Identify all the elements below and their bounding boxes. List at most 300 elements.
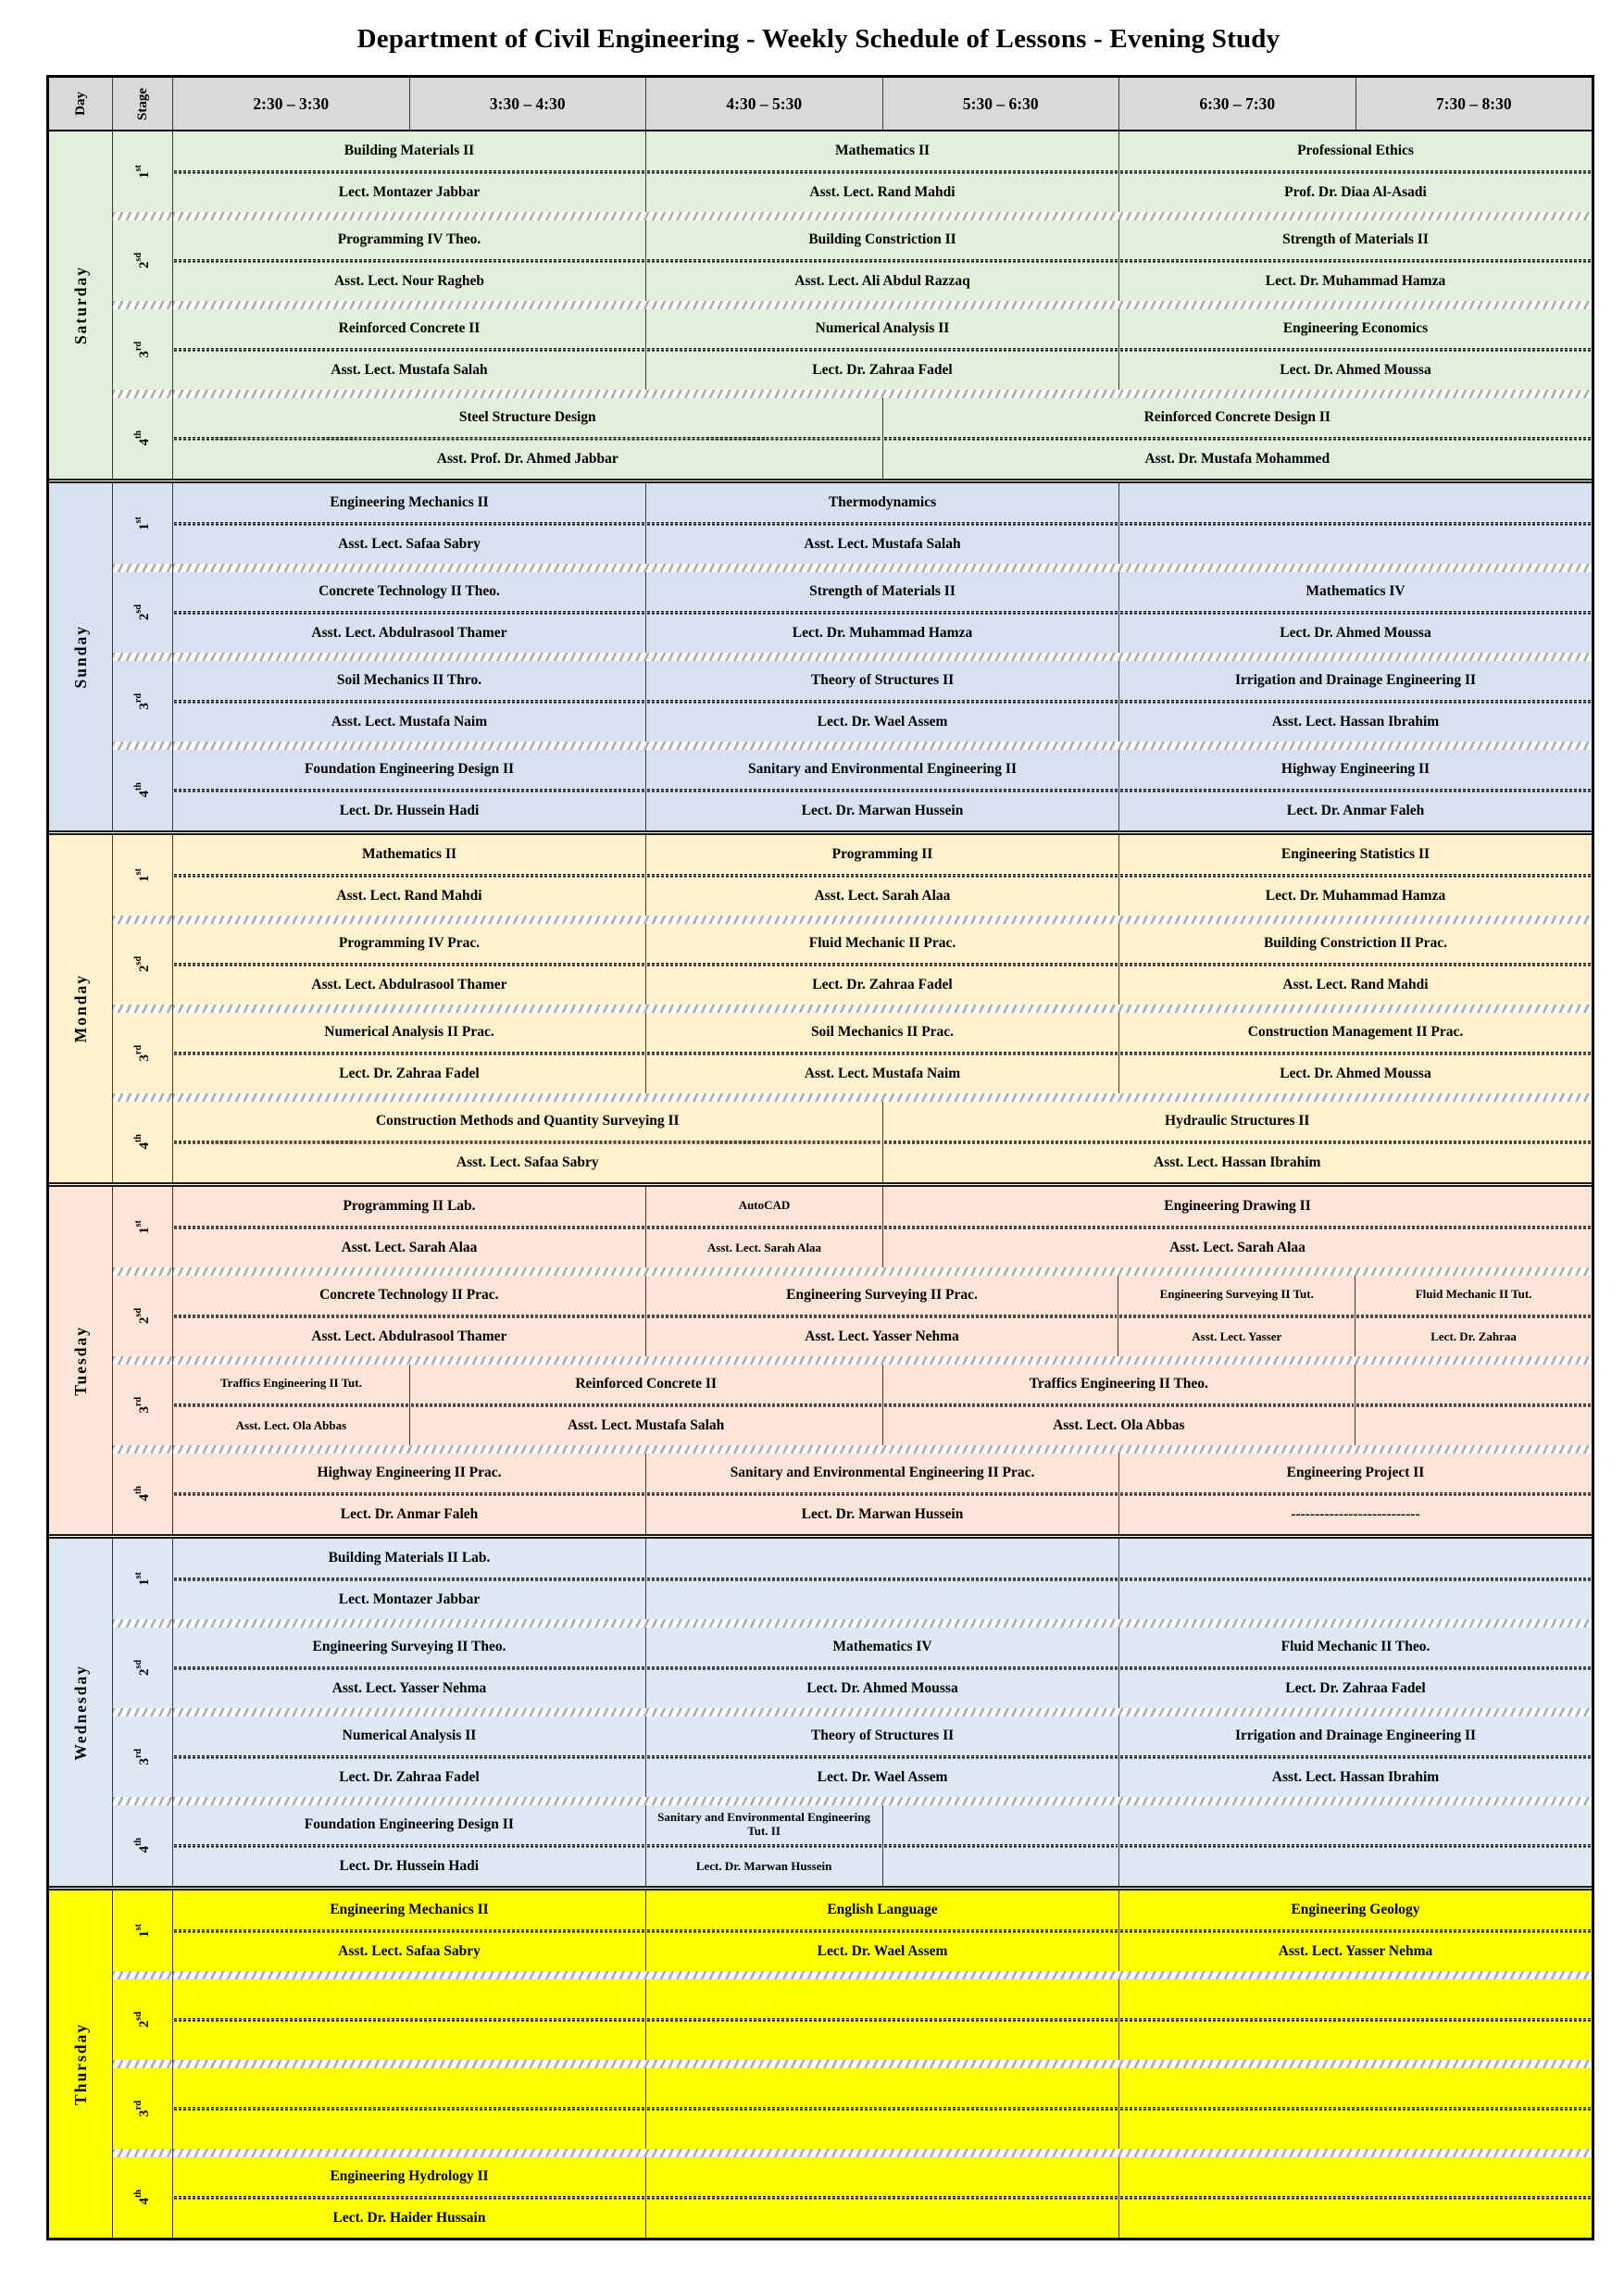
stage-row — [113, 661, 1592, 742]
stage-divider-hatch-segment — [173, 2060, 1592, 2068]
stage-number-text: 4 — [136, 1494, 152, 1502]
stage-number — [133, 693, 153, 710]
lecturer-cell — [1119, 1848, 1592, 1887]
stage-number-text: 2 — [136, 1668, 152, 1676]
subject-cell: Highway Engineering II — [1280, 760, 1430, 777]
stage-label — [113, 1365, 173, 1445]
stage-number — [133, 1572, 153, 1586]
stage-number — [133, 1749, 153, 1766]
day-section-monday — [49, 835, 1592, 1182]
stage-number — [133, 2190, 153, 2204]
empty-block — [882, 1805, 1119, 1886]
stage-divider-hatch-segment — [173, 742, 1592, 750]
subject-cell: Programming IV Prac. — [338, 934, 481, 951]
stage-number-suffix: th — [132, 1486, 144, 1495]
lecturer-cell: Asst. Lect. Yasser — [1192, 1329, 1282, 1343]
stage-number — [133, 1924, 153, 1938]
empty-block — [645, 2068, 1118, 2149]
table-header-row — [49, 78, 1592, 131]
subject-cell: Building Constriction II Prac. — [1263, 934, 1448, 951]
lecturer-cell: Lect. Dr. Wael Assem — [817, 714, 948, 730]
stage-number — [133, 1397, 153, 1414]
lecturer-cell: Lect. Dr. Muhammad Hamza — [792, 625, 973, 642]
subject-cell: Numerical Analysis II Prac. — [324, 1023, 494, 1040]
lecturer-cell: Lect. Montazer Jabbar — [338, 1591, 481, 1608]
subject-cell: Fluid Mechanic II Theo. — [1280, 1638, 1430, 1654]
stage-divider-hatch-segment — [113, 2149, 173, 2157]
stage-blocks — [173, 1539, 1592, 1619]
day-content — [113, 131, 1592, 479]
lesson-block — [173, 1276, 645, 1356]
day-content — [113, 1539, 1592, 1886]
lecturer-cell: Lect. Dr. Wael Assem — [817, 1943, 948, 1960]
lecturer-cell: Asst. Lect. Nour Ragheb — [333, 273, 485, 290]
lesson-block — [173, 2157, 645, 2238]
stage-divider-hatch — [113, 1797, 1592, 1805]
stage-number-suffix: st — [132, 165, 144, 172]
stage-row — [113, 1539, 1592, 1619]
lecturer-cell — [1119, 2022, 1592, 2061]
lesson-block — [173, 750, 645, 830]
subject-cell — [646, 2157, 1118, 2196]
stage-divider-hatch-segment — [113, 301, 173, 309]
subject-cell: Traffics Engineering II Theo. — [1029, 1375, 1208, 1391]
stage-number-text: 2 — [136, 1316, 152, 1324]
empty-block — [173, 1979, 645, 2060]
lesson-block — [1118, 1890, 1592, 1971]
stage-divider-hatch — [113, 1004, 1592, 1013]
stage-number-text: 2 — [136, 261, 152, 268]
day-name: Tuesday — [70, 1325, 90, 1396]
lecturer-cell: --------------------------- — [1291, 1506, 1420, 1523]
stage-row — [113, 398, 1592, 479]
lesson-block — [645, 924, 1118, 1004]
lesson-block — [1118, 1013, 1592, 1093]
lesson-block — [645, 835, 1118, 916]
stage-divider-hatch-segment — [173, 1619, 1592, 1628]
stage-header-label: Stage — [134, 87, 150, 120]
subject-cell: Engineering Surveying II Theo. — [312, 1638, 506, 1654]
stage-label — [113, 572, 173, 653]
lecturer-cell: Asst. Lect. Yasser Nehma — [1278, 1943, 1433, 1960]
stage-number-suffix: sd — [132, 605, 144, 614]
stage-divider-hatch — [113, 1093, 1592, 1102]
stage-number-text: 3 — [136, 2109, 152, 2117]
stage-row — [113, 220, 1592, 301]
lesson-block — [645, 1454, 1118, 1534]
lecturer-cell: Asst. Lect. Rand Mahdi — [1282, 977, 1429, 993]
lecturer-cell: Lect. Dr. Muhammad Hamza — [1265, 888, 1446, 905]
stage-label — [113, 398, 173, 479]
stage-row — [113, 1716, 1592, 1797]
weekly-schedule-table — [46, 75, 1594, 2240]
stage-blocks — [173, 309, 1592, 390]
lecturer-cell: Asst. Lect. Sarah Alaa — [706, 1240, 822, 1254]
subject-cell — [646, 2068, 1118, 2107]
stage-divider-hatch — [113, 1356, 1592, 1365]
lesson-block — [882, 1102, 1593, 1182]
lesson-block — [173, 1013, 645, 1093]
subject-cell: Thermodynamics — [828, 493, 937, 510]
time-header: 2:30 – 3:30 — [253, 94, 330, 113]
stage-number-text: 2 — [136, 2020, 152, 2028]
lecturer-cell: Asst. Lect. Sarah Alaa — [1169, 1240, 1305, 1256]
stage-number — [133, 1134, 153, 1149]
lecturer-cell — [1119, 1581, 1592, 1620]
lesson-block — [173, 924, 645, 1004]
lecturer-cell: Lect. Dr. Zahraa Fadel — [339, 1066, 480, 1082]
lecturer-cell: Lect. Dr. Zahraa Fadel — [1285, 1680, 1426, 1697]
lesson-block — [173, 309, 645, 390]
lesson-block — [882, 1187, 1592, 1267]
stage-number-text: 1 — [136, 1227, 152, 1234]
stage-label — [113, 661, 173, 742]
empty-block — [173, 2068, 645, 2149]
day-column-header — [49, 78, 113, 130]
stage-divider-hatch-segment — [173, 1356, 1592, 1365]
subject-cell: Engineering Hydrology II — [330, 2167, 489, 2184]
stage-number — [133, 165, 153, 179]
empty-block — [1355, 1365, 1592, 1445]
stage-divider-hatch-segment — [173, 1797, 1592, 1805]
stage-divider-hatch-segment — [173, 1004, 1592, 1013]
lecturer-cell: Lect. Dr. Haider Hussain — [332, 2210, 486, 2227]
stage-label — [113, 131, 173, 212]
subject-cell: Soil Mechanics II Prac. — [810, 1023, 955, 1040]
day-label — [49, 131, 113, 479]
stage-number-text: 2 — [136, 613, 152, 620]
subject-cell: Strength of Materials II — [809, 582, 956, 599]
stage-number-text: 3 — [136, 1757, 152, 1766]
empty-block — [645, 1539, 1118, 1619]
lecturer-cell — [1119, 526, 1592, 565]
lecturer-cell: Asst. Dr. Mustafa Mohammed — [1144, 451, 1330, 468]
subject-cell: Building Materials II Lab. — [328, 1549, 491, 1566]
stage-label — [113, 1979, 173, 2060]
lecturer-cell — [646, 2022, 1118, 2061]
stage-label — [113, 1276, 173, 1356]
day-name: Wednesday — [70, 1664, 90, 1761]
stage-number — [133, 253, 153, 268]
lecturer-cell: Asst. Lect. Mustafa Naim — [804, 1066, 961, 1082]
lesson-block — [173, 1716, 645, 1797]
stage-number-text: 4 — [136, 791, 152, 798]
stage-label — [113, 1102, 173, 1182]
subject-cell — [1119, 1805, 1592, 1844]
day-section-thursday — [49, 1890, 1592, 2238]
lecturer-cell: Asst. Lect. Yasser Nehma — [331, 1680, 487, 1697]
stage-row — [113, 1187, 1592, 1267]
stage-divider-hatch — [113, 916, 1592, 924]
stage-number — [133, 2101, 153, 2117]
subject-cell — [1119, 1979, 1592, 2018]
stage-blocks — [173, 1890, 1592, 1971]
stage-number — [133, 1308, 153, 1324]
day-label — [49, 1539, 113, 1886]
subject-cell — [173, 2068, 645, 2107]
subject-cell: Concrete Technology II Prac. — [319, 1286, 499, 1303]
stage-number-suffix: th — [132, 782, 144, 792]
subject-cell: Fluid Mechanic II Tut. — [1415, 1287, 1532, 1302]
lesson-block — [645, 1276, 1118, 1356]
lecturer-cell: Lect. Dr. Ahmed Moussa — [806, 1680, 958, 1697]
lecturer-cell: Asst. Lect. Safaa Sabry — [338, 1943, 481, 1960]
stage-row — [113, 572, 1592, 653]
stage-number — [133, 1838, 153, 1853]
day-name: Saturday — [70, 265, 90, 345]
subject-cell: Foundation Engineering Design II — [304, 760, 515, 777]
stage-number-text: 3 — [136, 1054, 152, 1062]
stage-number — [133, 1045, 153, 1062]
stage-divider-hatch-segment — [173, 564, 1592, 572]
stage-blocks — [173, 750, 1592, 830]
lecturer-cell: Asst. Lect. Hassan Ibrahim — [1154, 1154, 1321, 1171]
day-header-label: Day — [72, 92, 88, 116]
lecturer-cell: Lect. Dr. Hussein Hadi — [339, 1858, 480, 1875]
empty-block — [1118, 483, 1592, 564]
lecturer-cell: Lect. Dr. Hussein Hadi — [339, 803, 480, 819]
lesson-block — [173, 1365, 409, 1445]
day-content — [113, 835, 1592, 1182]
stage-number-suffix: sd — [132, 1660, 144, 1669]
lecturer-cell: Lect. Dr. Marwan Hussein — [695, 1858, 832, 1873]
stage-blocks — [173, 1716, 1592, 1797]
stage-row — [113, 309, 1592, 390]
stage-divider-hatch-segment — [113, 1619, 173, 1628]
subject-cell: Fluid Mechanic II Prac. — [808, 934, 956, 951]
lesson-block — [1118, 1276, 1355, 1356]
subject-cell: Theory of Structures II — [810, 671, 955, 688]
subject-cell: Engineering Statistics II — [1280, 845, 1430, 862]
day-label — [49, 1187, 113, 1534]
stage-divider-hatch-segment — [173, 1971, 1592, 1979]
lesson-block — [173, 1454, 645, 1534]
stage-divider-hatch — [113, 1445, 1592, 1454]
time-header: 7:30 – 8:30 — [1355, 78, 1593, 130]
lecturer-cell: Asst. Lect. Abdulrasool Thamer — [311, 977, 507, 993]
stage-row — [113, 2157, 1592, 2238]
stage-row — [113, 1979, 1592, 2060]
subject-cell: Construction Management II Prac. — [1247, 1023, 1464, 1040]
time-header: 5:30 – 6:30 — [882, 78, 1119, 130]
stage-divider-hatch — [113, 742, 1592, 750]
subject-cell: Mathematics IV — [1305, 582, 1405, 599]
stage-divider-hatch-segment — [113, 1267, 173, 1276]
lecturer-cell: Lect. Dr. Zahraa — [1430, 1329, 1517, 1343]
subject-cell: Mathematics II — [834, 142, 931, 158]
lecturer-cell — [1355, 1407, 1592, 1446]
subject-cell: Theory of Structures II — [810, 1727, 955, 1743]
stage-divider-hatch — [113, 390, 1592, 398]
lecturer-cell: Asst. Lect. Mustafa Salah — [331, 362, 488, 379]
empty-block — [1118, 2157, 1592, 2238]
lesson-block — [1118, 131, 1592, 212]
stage-number-suffix: rd — [132, 1748, 144, 1758]
day-section-tuesday — [49, 1187, 1592, 1534]
subject-cell: Engineering Surveying II Tut. — [1159, 1287, 1314, 1302]
stage-number-suffix: sd — [132, 1308, 144, 1317]
lesson-block — [173, 398, 882, 479]
lesson-block — [1118, 1628, 1592, 1708]
subject-cell: Reinforced Concrete Design II — [1143, 408, 1330, 425]
stage-label — [113, 1716, 173, 1797]
stage-label — [113, 1890, 173, 1971]
stage-number-text: 2 — [136, 965, 152, 972]
stage-column-header — [113, 78, 173, 130]
lecturer-cell: Lect. Dr. Muhammad Hamza — [1265, 273, 1446, 290]
stage-row — [113, 1365, 1592, 1445]
lesson-block — [645, 1716, 1118, 1797]
lesson-block — [173, 131, 645, 212]
lesson-block — [173, 1102, 882, 1182]
stage-number — [133, 782, 153, 797]
stage-divider-hatch-segment — [113, 916, 173, 924]
stage-label — [113, 750, 173, 830]
stage-number-text: 3 — [136, 350, 152, 358]
time-header: 4:30 – 5:30 — [645, 78, 882, 130]
lecturer-cell: Asst. Lect. Ali Abdul Razzaq — [794, 273, 970, 290]
subject-cell: Foundation Engineering Design II — [304, 1816, 514, 1832]
lecturer-cell: Asst. Lect. Safaa Sabry — [456, 1154, 599, 1171]
subject-cell: Building Materials II — [344, 142, 475, 158]
subject-cell: Concrete Technology II Theo. — [319, 582, 500, 599]
stage-blocks — [173, 1454, 1592, 1534]
stage-divider-hatch-segment — [173, 1093, 1592, 1102]
stage-divider-hatch-segment — [113, 390, 173, 398]
lecturer-cell — [1119, 2111, 1592, 2150]
lecturer-cell: Asst. Lect. Safaa Sabry — [338, 536, 481, 553]
day-name: Thursday — [70, 2023, 90, 2105]
stage-divider-hatch — [113, 212, 1592, 220]
lesson-block — [173, 835, 645, 916]
lecturer-cell: Asst. Lect. Ola Abbas — [1053, 1417, 1185, 1434]
stage-divider-hatch-segment — [113, 1004, 173, 1013]
lesson-block — [645, 750, 1118, 830]
lesson-block — [409, 1365, 882, 1445]
lesson-block — [645, 220, 1118, 301]
empty-block — [1118, 2068, 1592, 2149]
subject-cell: Engineering Surveying II Prac. — [786, 1286, 978, 1303]
stage-divider-hatch — [113, 1971, 1592, 1979]
stage-number — [133, 1660, 153, 1676]
lesson-block — [173, 661, 645, 742]
lecturer-cell — [173, 2111, 645, 2150]
stage-number-suffix: th — [132, 1134, 144, 1143]
stage-divider-hatch-segment — [113, 1708, 173, 1716]
lesson-block — [645, 1890, 1118, 1971]
stage-blocks — [173, 131, 1592, 212]
stage-blocks — [173, 2068, 1592, 2149]
day-label — [49, 483, 113, 830]
lesson-block — [645, 309, 1118, 390]
stage-row — [113, 1454, 1592, 1534]
stage-number-suffix: sd — [132, 2012, 144, 2021]
day-content — [113, 483, 1592, 830]
lesson-block — [173, 1187, 645, 1267]
subject-cell: Sanitary and Environmental Engineering Tut. II — [657, 1809, 870, 1838]
subject-cell: Professional Ethics — [1297, 142, 1414, 158]
stage-divider-hatch — [113, 2149, 1592, 2157]
lesson-block — [173, 1539, 645, 1619]
stage-number-suffix: rd — [132, 1044, 144, 1054]
stage-number-suffix: sd — [132, 253, 144, 262]
stage-blocks — [173, 2157, 1592, 2238]
stage-blocks — [173, 1805, 1592, 1886]
subject-cell — [883, 1805, 1119, 1844]
stage-row — [113, 1628, 1592, 1708]
subject-cell: Hydraulic Structures II — [1165, 1112, 1310, 1129]
subject-cell: Strength of Materials II — [1282, 231, 1429, 247]
stage-number-suffix: st — [132, 1572, 144, 1579]
stage-divider-hatch-segment — [173, 301, 1592, 309]
stage-number-suffix: st — [132, 1220, 144, 1228]
lesson-block — [1118, 572, 1592, 653]
stage-row — [113, 1013, 1592, 1093]
stage-number-text: 1 — [136, 875, 152, 882]
day-label — [49, 835, 113, 1182]
lecturer-cell: Lect. Dr. Ahmed Moussa — [1280, 1066, 1431, 1082]
lesson-block — [645, 1628, 1118, 1708]
stage-divider-hatch — [113, 653, 1592, 661]
stage-divider-hatch — [113, 1267, 1592, 1276]
subject-cell: Steel Structure Design — [458, 408, 596, 425]
stage-number — [133, 430, 153, 445]
stage-divider-hatch-segment — [113, 742, 173, 750]
subject-cell: Engineering Drawing II — [1164, 1197, 1311, 1214]
stage-divider-hatch — [113, 2060, 1592, 2068]
stage-blocks — [173, 1187, 1592, 1267]
stage-number — [133, 868, 153, 882]
stage-number-suffix: st — [132, 1924, 144, 1931]
stage-row — [113, 924, 1592, 1004]
stage-label — [113, 835, 173, 916]
subject-cell: Programming IV Theo. — [337, 231, 481, 247]
stage-number-suffix: rd — [132, 341, 144, 351]
stage-row — [113, 1102, 1592, 1182]
stage-number — [133, 1486, 153, 1501]
subject-cell: Programming II — [831, 845, 933, 862]
subject-cell: Traffics Engineering II Tut. — [219, 1376, 362, 1391]
subject-cell: Highway Engineering II Prac. — [317, 1464, 502, 1480]
lecturer-cell: Asst. Lect. Ola Abbas — [235, 1417, 347, 1432]
stage-number-suffix: rd — [132, 1396, 144, 1406]
lesson-block — [173, 1628, 645, 1708]
stage-divider-hatch — [113, 1619, 1592, 1628]
subject-cell — [1119, 1539, 1592, 1578]
lesson-block — [1118, 835, 1592, 916]
lecturer-cell: Asst. Lect. Hassan Ibrahim — [1271, 1769, 1440, 1786]
stage-number-suffix: th — [132, 2190, 144, 2199]
stage-blocks — [173, 1365, 1592, 1445]
page-title: Department of Civil Engineering - Weekly Schedule of Lessons - Evening Study — [356, 24, 1280, 54]
subject-cell: Irrigation and Drainage Engineering II — [1234, 1727, 1477, 1743]
subject-cell — [646, 1979, 1118, 2018]
lesson-block — [173, 220, 645, 301]
stage-number — [133, 605, 153, 620]
subject-cell — [173, 1979, 645, 2018]
stage-label — [113, 1628, 173, 1708]
stage-number-suffix: st — [132, 868, 144, 876]
stage-number-text: 1 — [136, 523, 152, 530]
lecturer-cell: Lect. Dr. Ahmed Moussa — [1280, 625, 1431, 642]
subject-cell: Engineering Project II — [1286, 1464, 1425, 1480]
subject-cell: Mathematics IV — [832, 1638, 932, 1654]
lecturer-cell: Asst. Lect. Mustafa Salah — [804, 536, 961, 553]
lecturer-cell: Prof. Dr. Diaa Al-Asadi — [1284, 184, 1427, 201]
stage-blocks — [173, 572, 1592, 653]
subject-cell: AutoCAD — [738, 1198, 791, 1213]
lesson-block — [645, 1805, 882, 1886]
